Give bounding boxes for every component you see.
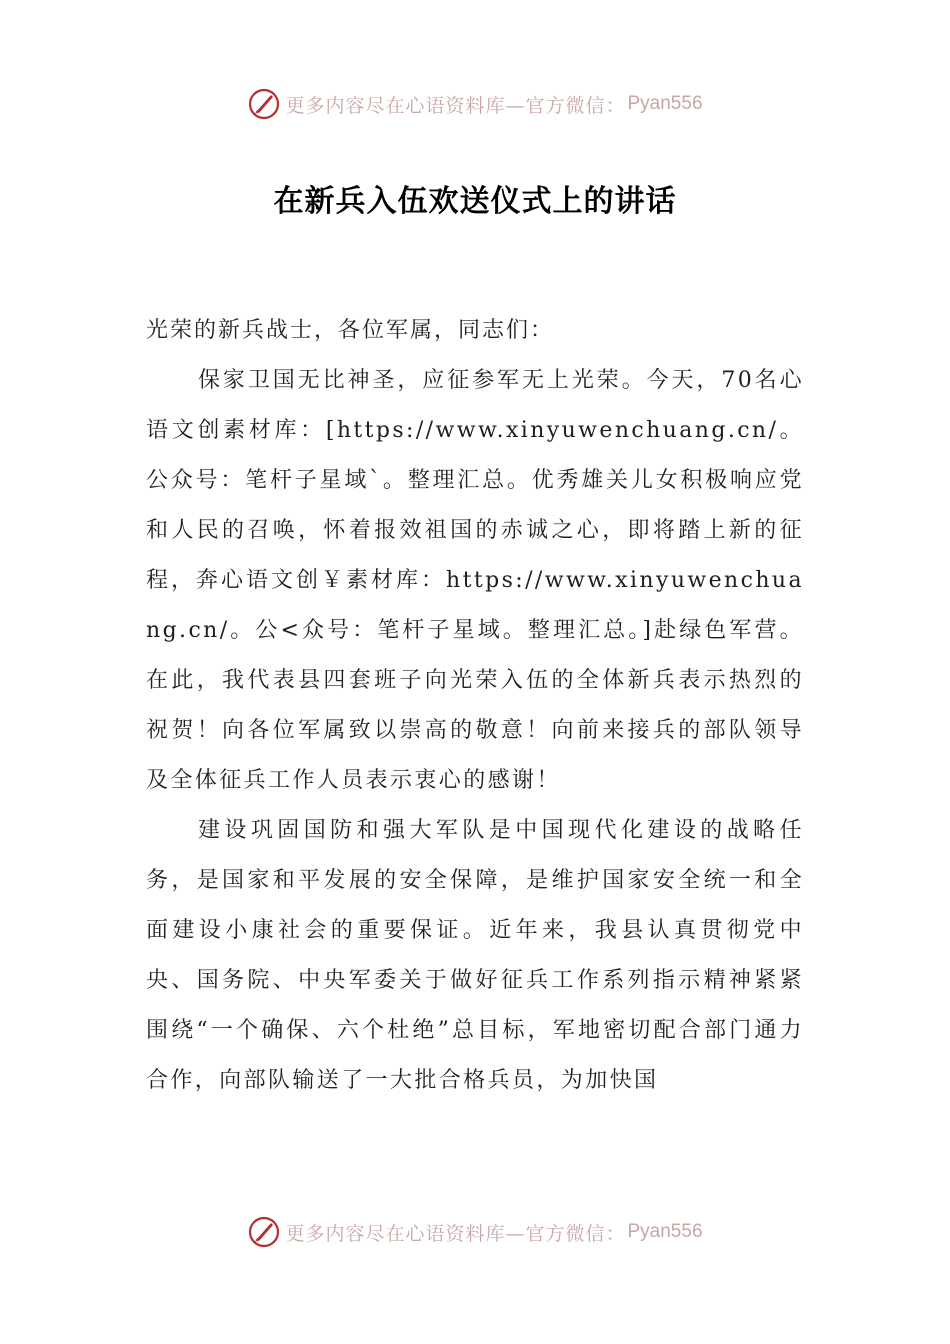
- watermark-banner-bottom: [0, 1212, 950, 1252]
- watermark-text: 更多内容尽在心语资料库—官方微信：: [285, 1222, 626, 1245]
- paragraph: 保家卫国无比神圣，应征参军无上光荣。今天，70名心语文创素材库：[https://www.xinyuwenchuang.cn/。公众号：笔杆子星域`。整理汇总。优秀雄关儿女积极响应党和人民的召唤，怀着报效祖国的赤诚之心，即将踏上新的征程，奔心语文创￥素材库：https://www.xinyuwenchuang.cn/。公<众号：笔杆子星域。整理汇总。]赴绿色军营。在此，我代表县四套班子向光荣入伍的全体新兵表示热烈的祝贺！向各位军属致以崇高的敬意！向前来接兵的部队领导及全体征兵工作人员表示衷心的感谢！: [146, 368, 804, 793]
- salutation: 光荣的新兵战士，各位军属，同志们：: [146, 318, 555, 343]
- document-title: 在新兵入伍欢送仪式上的讲话: [273, 184, 677, 219]
- watermark-banner-top: [0, 84, 950, 124]
- watermark-text: 更多内容尽在心语资料库—官方微信：: [285, 94, 626, 117]
- document-body: [146, 306, 804, 1106]
- quill-logo-icon: [247, 1215, 281, 1249]
- quill-logo-icon: [247, 87, 281, 121]
- watermark-wechat-id: Pyan556: [627, 1221, 703, 1242]
- paragraph: 建设巩固国防和强大军队是中国现代化建设的战略任务，是国家和平发展的安全保障，是维护国家安全统一和全面建设小康社会的重要保证。近年来，我县认真贯彻党中央、国务院、中央军委关于做好征兵工作系列指示精神紧紧围绕“一个确保、六个杜绝”总目标，军地密切配合部门通力合作，向部队输送了一大批合格兵员，为加快国: [146, 818, 804, 1093]
- watermark-wechat-id: Pyan556: [627, 93, 703, 114]
